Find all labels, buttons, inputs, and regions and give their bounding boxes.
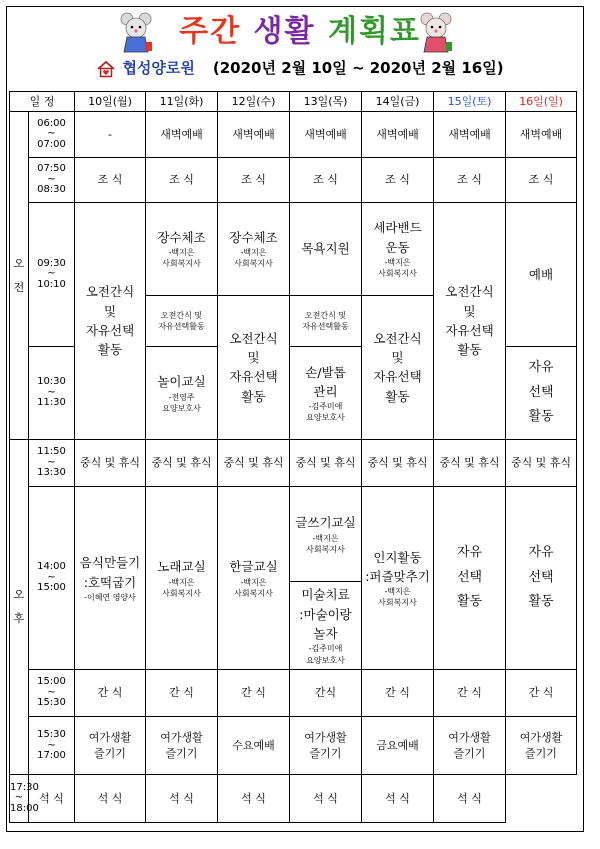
time-1400: 14:00 ~ 15:00 <box>29 487 75 670</box>
cell-thu-writing: 글쓰기교실 -백지은 사회복지사 <box>290 487 362 582</box>
cell-wed-service: 수요예배 <box>218 717 290 775</box>
cell-tue-dawn: 새벽예배 <box>146 112 218 157</box>
cell-wed-morning-snack: 오전간식 및 자유선택 활동 <box>218 295 290 439</box>
cell-tue-play-class: 놀이교실 -전영주 요양보호사 <box>146 347 218 440</box>
cell-wed-dinner: 석 식 <box>146 775 218 823</box>
time-1530: 15:30 ~ 17:00 <box>29 717 75 775</box>
cell-thu-dinner: 석 식 <box>218 775 290 823</box>
time-1730: 17:30 ~ 18:00 <box>10 775 29 823</box>
cell-thu-dawn: 새벽예배 <box>290 112 362 157</box>
facility-name: 협성양로원 <box>122 59 195 77</box>
cell-sun-lunch: 중식 및 휴식 <box>506 439 577 486</box>
section-afternoon-label: 오 후 <box>13 588 25 626</box>
title-part-1: 주간 <box>179 14 242 49</box>
cell-fri-service: 금요예배 <box>362 717 434 775</box>
cell-thu-snack-choice: 오전간식 및 자유선택활동 <box>290 295 362 347</box>
cell-fri-cognitive: 인지활동 :퍼즐맞추기 -백지은 사회복지사 <box>362 487 434 670</box>
cell-sun-free-activity: 자유 선택 활동 <box>506 347 577 440</box>
row-lunch <box>10 439 577 486</box>
row-breakfast <box>10 157 577 202</box>
cell-sat-free-activity: 자유 선택 활동 <box>434 487 506 670</box>
row-dinner <box>10 775 577 823</box>
cell-mon-cooking: 음식만들기 :호떡굽기 -이혜연 영양사 <box>75 487 146 670</box>
cell-fri-lunch: 중식 및 휴식 <box>362 439 434 486</box>
time-0930: 09:30 ~ 10:10 <box>29 202 75 346</box>
cell-wed-dawn: 새벽예배 <box>218 112 290 157</box>
time-1030: 10:30 ~ 11:30 <box>29 347 75 440</box>
time-0600: 06:00 ~ 07:00 <box>29 112 75 157</box>
cell-sat-lunch: 중식 및 휴식 <box>434 439 506 486</box>
cell-fri-breakfast: 조 식 <box>362 157 434 202</box>
cell-sun-dawn: 새벽예배 <box>506 112 577 157</box>
header-day-thu: 13일(목) <box>290 92 362 112</box>
header-day-mon: 10일(월) <box>75 92 146 112</box>
cell-mon-morning-snack: 오전간식 및 자유선택 활동 <box>75 202 146 439</box>
page-title <box>0 13 600 51</box>
cell-sat-dinner: 석 식 <box>362 775 434 823</box>
header-day-wed: 12일(수) <box>218 92 290 112</box>
cell-sun-breakfast: 조 식 <box>506 157 577 202</box>
section-afternoon <box>10 439 29 775</box>
header-day-sun: 16일(일) <box>506 92 577 112</box>
cell-tue-leisure: 여가생활 즐기기 <box>146 717 218 775</box>
title-part-2: 생활 <box>253 14 316 49</box>
weekly-schedule-table <box>9 91 577 823</box>
row-snack <box>10 669 577 716</box>
cell-tue-snack-choice: 오전간식 및 자유선택활동 <box>146 295 218 347</box>
cell-fri-morning-snack: 오전간식 및 자유선택 활동 <box>362 295 434 439</box>
cell-sun-free-activity-pm: 자유 선택 활동 <box>506 487 577 670</box>
cell-fri-snack: 간 식 <box>362 669 434 716</box>
cell-fri-dawn: 새벽예배 <box>362 112 434 157</box>
cell-mon-snack: 간 식 <box>75 669 146 716</box>
title-part-3: 계획표 <box>327 14 421 49</box>
header-row <box>10 92 577 112</box>
cell-mon-lunch: 중식 및 휴식 <box>75 439 146 486</box>
cell-mon-dawn: - <box>75 112 146 157</box>
cell-sat-dawn: 새벽예배 <box>434 112 506 157</box>
row-afternoon-program-1 <box>10 487 577 582</box>
row-leisure <box>10 717 577 775</box>
cell-thu-bath-support: 목욕지원 <box>290 202 362 295</box>
subtitle <box>0 57 600 79</box>
row-dawn <box>10 112 577 157</box>
cell-tue-dinner: 석 식 <box>75 775 146 823</box>
cell-wed-lunch: 중식 및 휴식 <box>218 439 290 486</box>
header-day-tue: 11일(화) <box>146 92 218 112</box>
cell-fri-dinner: 석 식 <box>290 775 362 823</box>
header-schedule: 일 정 <box>10 92 75 112</box>
cell-sat-leisure: 여가생활 즐기기 <box>434 717 506 775</box>
cell-tue-breakfast: 조 식 <box>146 157 218 202</box>
cell-mon-breakfast: 조 식 <box>75 157 146 202</box>
cell-thu-hand-foot: 손/발톱 관리 -김주미애 요양보호사 <box>290 347 362 440</box>
cell-sun-dinner: 석 식 <box>434 775 506 823</box>
time-1150: 11:50 ~ 13:30 <box>29 439 75 486</box>
cell-sun-leisure: 여가생활 즐기기 <box>506 717 577 775</box>
cell-fri-theraband: 세라밴드 운동 -백지은 사회복지사 <box>362 202 434 295</box>
header-day-fri: 14일(금) <box>362 92 434 112</box>
cell-mon-leisure: 여가생활 즐기기 <box>75 717 146 775</box>
cell-tue-snack: 간 식 <box>146 669 218 716</box>
cell-tue-lunch: 중식 및 휴식 <box>146 439 218 486</box>
time-0750: 07:50 ~ 08:30 <box>29 157 75 202</box>
cell-mon-dinner: 석 식 <box>29 775 75 823</box>
cell-thu-art-therapy: 미술치료 :마술이랑 놀자 -김주미애 요양보호사 <box>290 582 362 670</box>
section-morning <box>10 112 29 439</box>
period-text: (2020년 2월 10일 ~ 2020년 2월 16일) <box>212 59 504 77</box>
cell-sun-snack: 간 식 <box>506 669 577 716</box>
cell-wed-snack: 간 식 <box>218 669 290 716</box>
cell-sat-morning-snack: 오전간식 및 자유선택 활동 <box>434 202 506 439</box>
cell-sat-snack: 간 식 <box>434 669 506 716</box>
header-day-sat: 15일(토) <box>434 92 506 112</box>
cell-tue-longevity-gym: 장수체조 -백지은 사회복지사 <box>146 202 218 295</box>
time-1500: 15:00 ~ 15:30 <box>29 669 75 716</box>
cell-wed-breakfast: 조 식 <box>218 157 290 202</box>
cell-thu-snack: 간식 <box>290 669 362 716</box>
home-heart-icon <box>96 60 116 78</box>
cell-wed-hangul: 한글교실 -백지은 사회복지사 <box>218 487 290 670</box>
cell-thu-lunch: 중식 및 휴식 <box>290 439 362 486</box>
cell-thu-leisure: 여가생활 즐기기 <box>290 717 362 775</box>
row-morning-program-1 <box>10 202 577 295</box>
cell-sun-worship: 예배 <box>506 202 577 346</box>
cell-sat-breakfast: 조 식 <box>434 157 506 202</box>
section-morning-label: 오 전 <box>13 256 25 294</box>
cell-wed-longevity-gym: 장수체조 -백지은 사회복지사 <box>218 202 290 295</box>
cell-tue-singing: 노래교실 -백지은 사회복지사 <box>146 487 218 670</box>
cell-thu-breakfast: 조 식 <box>290 157 362 202</box>
